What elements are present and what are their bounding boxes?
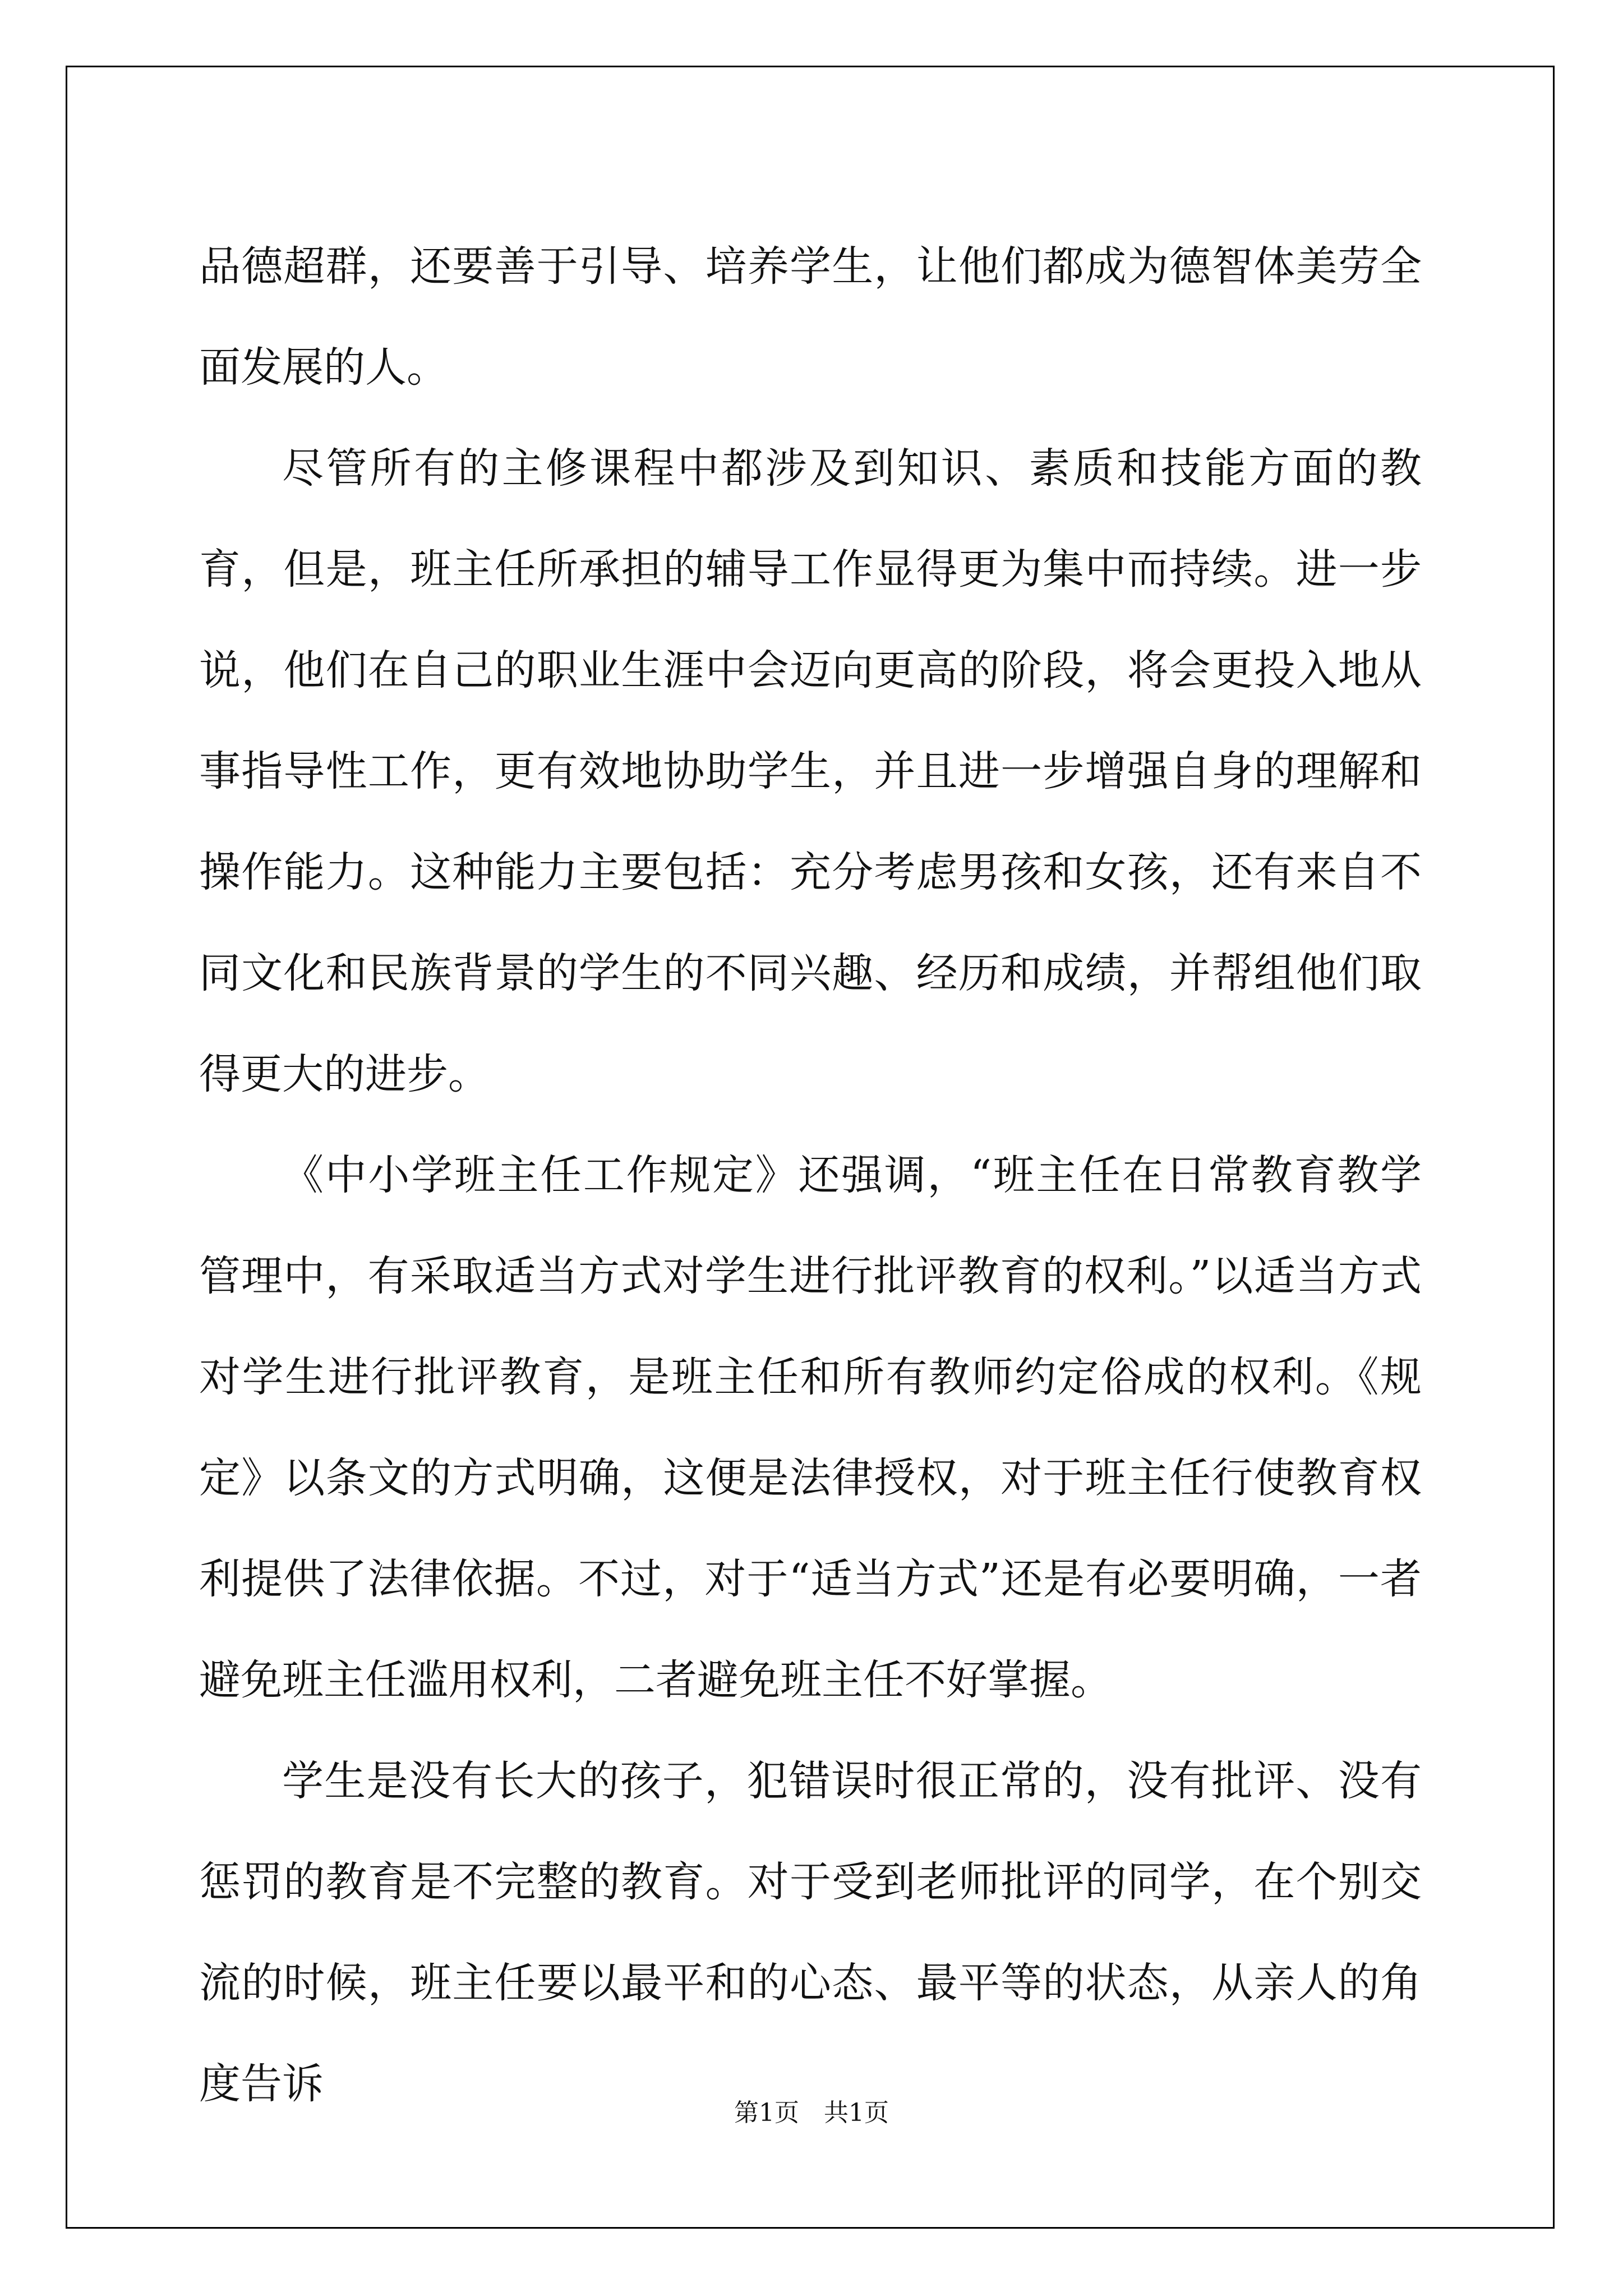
paragraph-1: 品德超群，还要善于引导、培养学生，让他们都成为德智体美劳全面发展的人。	[199, 242, 1422, 392]
paragraph-4: 学生是没有长大的孩子，犯错误时很正常的，没有批评、没有惩罚的教育是不完整的教育。对于受到老师批评的同学，在个别交流的时候，班主任要以最平和的心态、最平等的状态，从亲人的角度告诉	[199, 1757, 1422, 2108]
paragraph-2: 尽管所有的主修课程中都涉及到知识、素质和技能方面的教育，但是，班主任所承担的辅导工作显得更为集中而持续。进一步说，他们在自己的职业生涯中会迈向更高的阶段，将会更投入地从事指导性工作，更有效地协助学生，并且进一步增强自身的理解和操作能力。这种能力主要包括：充分考虑男孩和女孩，还有来自不同文化和民族背景的学生的不同兴趣、经历和成绩，并帮组他们取得更大的进步。	[199, 444, 1422, 1098]
paragraph-3: 《中小学班主任工作规定》还强调，“班主任在日常教育教学管理中，有采取适当方式对学生进行批评教育的权利。”以适当方式对学生进行批评教育，是班主任和所有教师约定俗成的权利。《规定》以条文的方式明确，这便是法律授权，对于班主任行使教育权利提供了法律依据。不过，对于“适当方式”还是有必要明确，一者避免班主任滥用权利，二者避免班主任不好掌握。	[199, 1151, 1422, 1704]
document-body	[199, 216, 1422, 2134]
page-number-footer: 第1页 共1页	[734, 2099, 889, 2127]
